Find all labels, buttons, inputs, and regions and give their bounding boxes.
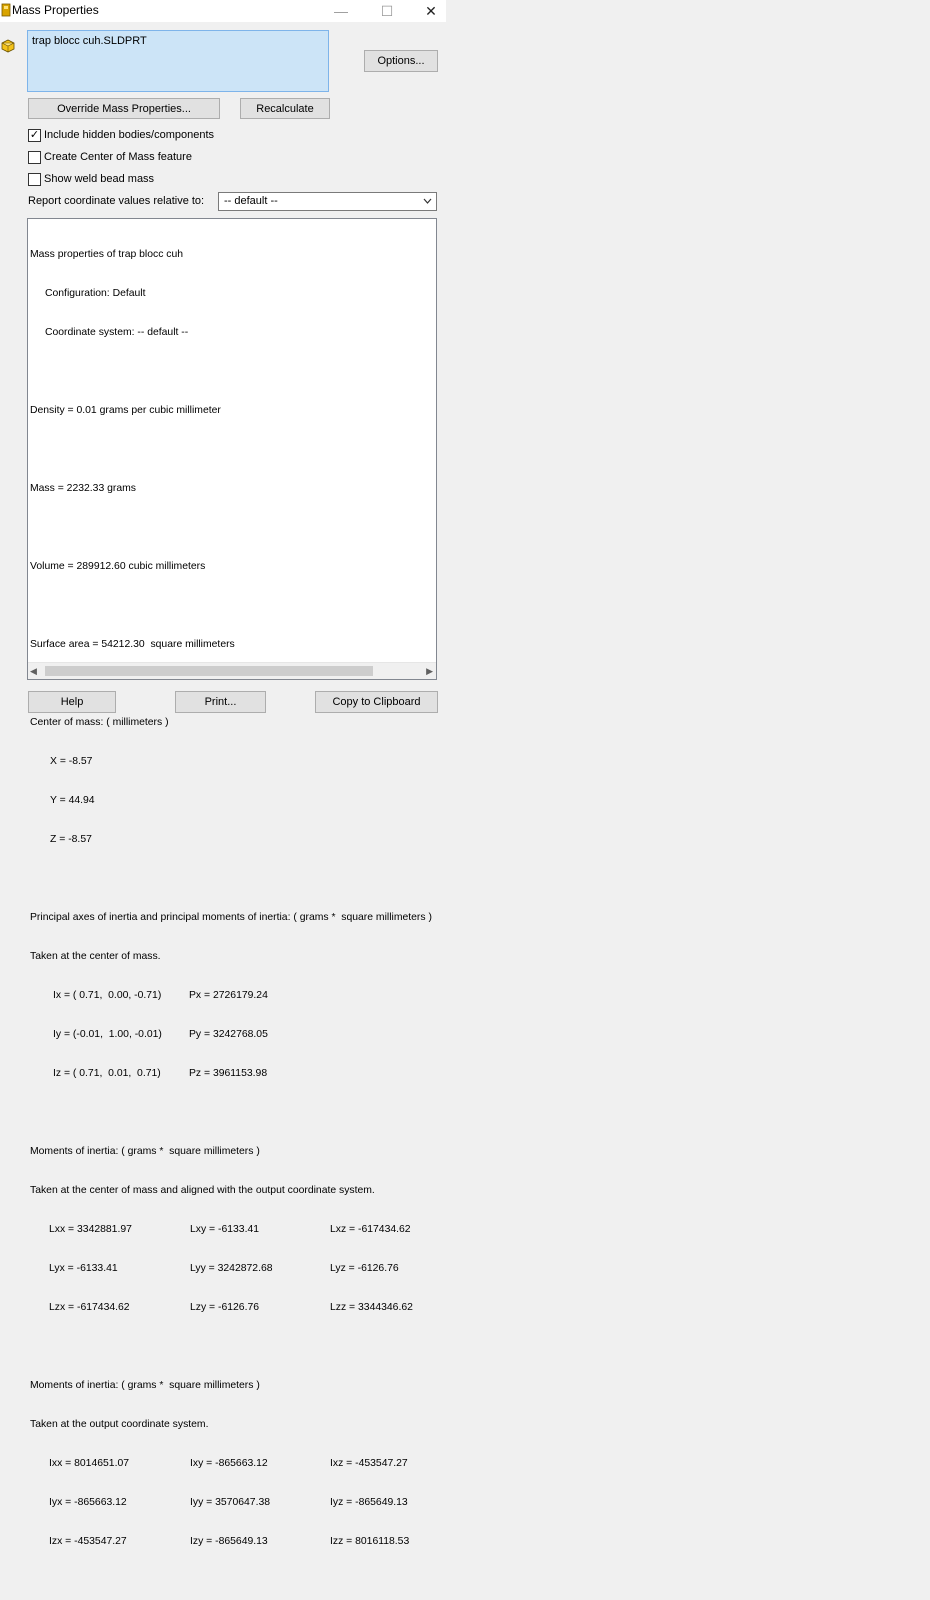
report-coordinate-system: Coordinate system: -- default --: [45, 327, 189, 338]
recalculate-button[interactable]: Recalculate: [240, 98, 330, 119]
moment-value: Iyy = 3570647.38: [190, 1497, 271, 1508]
coordinate-system-dropdown[interactable]: [218, 192, 437, 211]
report-volume: Volume = 289912.60 cubic millimeters: [30, 561, 206, 572]
horizontal-scrollbar[interactable]: [28, 662, 436, 679]
moment-value: Lyy = 3242872.68: [190, 1263, 273, 1274]
create-com-feature-checkbox[interactable]: [28, 151, 41, 164]
title-bar: [0, 0, 446, 22]
show-weld-bead-mass-label: Show weld bead mass: [44, 173, 155, 185]
report-surface-area: Surface area = 54212.30 square millimeters: [30, 639, 235, 650]
scrollbar-thumb[interactable]: [45, 666, 373, 676]
report-density: Density = 0.01 grams per cubic millimeter: [30, 405, 221, 416]
moment-value: Ixz = -453547.27: [330, 1458, 408, 1469]
help-button[interactable]: Help: [28, 691, 116, 713]
report-principal-row: [30, 989, 930, 1002]
principal-axis: Iz = ( 0.71, 0.01, 0.71): [53, 1068, 161, 1079]
moment-value: Lxx = 3342881.97: [49, 1224, 132, 1235]
report-moments-com-row: [30, 1262, 930, 1275]
report-content: [30, 222, 930, 1574]
report-principal-taken: Taken at the center of mass.: [30, 951, 161, 962]
report-configuration: Configuration: Default: [45, 288, 146, 299]
minimize-button[interactable]: —: [334, 3, 348, 19]
coordinate-system-label: Report coordinate values relative to:: [28, 195, 205, 207]
maximize-button[interactable]: ☐: [380, 2, 394, 19]
selected-file-name[interactable]: trap blocc cuh.SLDPRT: [32, 35, 147, 47]
create-com-feature-option[interactable]: [28, 150, 192, 164]
moment-value: Ixy = -865663.12: [190, 1458, 268, 1469]
principal-moment: Px = 2726179.24: [189, 990, 268, 1001]
moment-value: Lxy = -6133.41: [190, 1224, 260, 1235]
override-mass-properties-button[interactable]: Override Mass Properties...: [28, 98, 220, 119]
include-hidden-bodies-label: Include hidden bodies/components: [44, 129, 215, 141]
part-icon: [1, 37, 15, 53]
moment-value: Lzz = 3344346.62: [330, 1302, 413, 1313]
report-moments-output-header: Moments of inertia: ( grams * square millimeters ): [30, 1380, 260, 1391]
report-com-header: Center of mass: ( millimeters ): [30, 717, 169, 728]
close-button[interactable]: ✕: [425, 2, 437, 19]
report-moments-com-row: [30, 1301, 930, 1314]
report-moments-output-row: [30, 1496, 930, 1509]
report-title: Mass properties of trap blocc cuh: [30, 249, 184, 260]
selected-items-list[interactable]: [27, 30, 329, 92]
report-principal-row: [30, 1028, 930, 1041]
moment-value: Lzx = -617434.62: [49, 1302, 130, 1313]
moment-value: Izx = -453547.27: [49, 1536, 127, 1547]
include-hidden-bodies-checkbox[interactable]: ✓: [29, 128, 40, 141]
principal-moment: Pz = 3961153.98: [189, 1068, 268, 1079]
scroll-left-icon[interactable]: ◀: [30, 666, 37, 676]
report-moments-output-row: [30, 1457, 930, 1470]
report-com-x: X = -8.57: [50, 756, 93, 767]
options-button[interactable]: Options...: [364, 50, 438, 72]
scroll-right-icon[interactable]: ▶: [426, 666, 433, 676]
print-button[interactable]: Print...: [175, 691, 266, 713]
moment-value: Lzy = -6126.76: [190, 1302, 260, 1313]
report-principal-header: Principal axes of inertia and principal moments of inertia: ( grams * square millimeters ): [30, 912, 432, 923]
report-moments-com-taken: Taken at the center of mass and aligned with the output coordinate system.: [30, 1185, 375, 1196]
show-weld-bead-mass-option[interactable]: [28, 172, 154, 186]
chevron-down-icon[interactable]: [423, 194, 432, 211]
moment-value: Izy = -865649.13: [190, 1536, 268, 1547]
window-title: Mass Properties: [12, 3, 99, 17]
report-principal-row: [30, 1067, 930, 1080]
report-mass: Mass = 2232.33 grams: [30, 483, 136, 494]
moment-value: Lyz = -6126.76: [330, 1263, 399, 1274]
report-moments-output-row: [30, 1535, 930, 1548]
moment-value: Iyx = -865663.12: [49, 1497, 127, 1508]
principal-axis: Iy = (-0.01, 1.00, -0.01): [53, 1029, 162, 1040]
report-com-z: Z = -8.57: [50, 834, 92, 845]
show-weld-bead-mass-checkbox[interactable]: [28, 173, 41, 186]
report-moments-com-header: Moments of inertia: ( grams * square millimeters ): [30, 1146, 260, 1157]
coordinate-system-value: -- default --: [224, 195, 278, 207]
moment-value: Lyx = -6133.41: [49, 1263, 118, 1274]
create-com-feature-label: Create Center of Mass feature: [44, 151, 192, 163]
principal-axis: Ix = ( 0.71, 0.00, -0.71): [53, 990, 162, 1001]
moment-value: Ixx = 8014651.07: [49, 1458, 130, 1469]
moment-value: Izz = 8016118.53: [330, 1536, 410, 1547]
moment-value: Lxz = -617434.62: [330, 1224, 411, 1235]
solidworks-icon: [1, 3, 11, 17]
moment-value: Iyz = -865649.13: [330, 1497, 408, 1508]
include-hidden-bodies-option[interactable]: [28, 128, 214, 142]
report-moments-com-row: [30, 1223, 930, 1236]
report-moments-output-taken: Taken at the output coordinate system.: [30, 1419, 209, 1430]
report-com-y: Y = 44.94: [50, 795, 95, 806]
principal-moment: Py = 3242768.05: [189, 1029, 268, 1040]
copy-to-clipboard-button[interactable]: Copy to Clipboard: [315, 691, 438, 713]
